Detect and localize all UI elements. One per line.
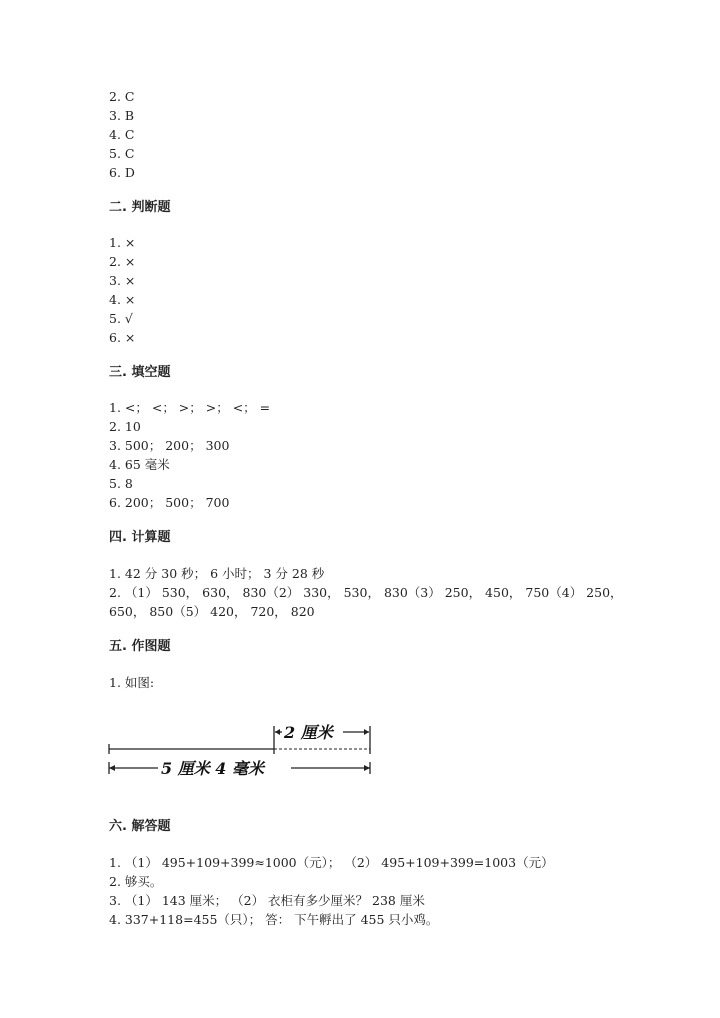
section4-answer-2: 2. （1） 530， 630， 830（2） 330， 530， 830（3） 250， 450， 750（4） 250，	[109, 585, 623, 600]
section6-answer-3: 3. （1） 143 厘米； （2） 衣柜有多少厘米？ 238 厘米	[109, 893, 425, 908]
section2-answer-3: 3. ×	[109, 273, 136, 288]
section3-answer-6: 6. 200； 500； 700	[109, 495, 230, 510]
bottom-dimension-label: 5 厘米 4 毫米	[161, 759, 264, 778]
section6-answer-1: 1. （1） 495+109+399≈1000（元）； （2） 495+109+399=1003（元）	[109, 855, 554, 870]
section3-answer-1: 1. <； <； >； >； <； =	[109, 400, 271, 415]
section2-title: 二. 判断题	[109, 200, 171, 215]
line-segment-drawing	[108, 716, 378, 778]
section3-answer-5: 5. 8	[109, 476, 133, 491]
section3-title: 三. 填空题	[109, 365, 171, 380]
top-dimension-label: 2 厘米	[284, 723, 333, 742]
line-segment-figure	[108, 716, 378, 778]
section2-answer-5: 5. √	[109, 311, 133, 326]
section1-answer-2: 2. C	[109, 89, 135, 104]
section4-answer-2-continued: 650， 850（5） 420， 720， 820	[109, 604, 315, 619]
top-right-arrow-icon	[364, 729, 369, 735]
section4-title: 四. 计算题	[109, 530, 171, 545]
section3-answer-3: 3. 500； 200； 300	[109, 438, 230, 453]
section1-answer-4: 4. C	[109, 127, 135, 142]
bottom-left-arrow-icon	[109, 765, 115, 771]
section4-answer-1: 1. 42 分 30 秒； 6 小时； 3 分 28 秒	[109, 566, 325, 581]
section2-answer-6: 6. ×	[109, 330, 136, 345]
section2-answer-2: 2. ×	[109, 254, 136, 269]
section3-answer-4: 4. 65 毫米	[109, 457, 170, 472]
section6-answer-4: 4. 337+118=455（只）； 答： 下午孵出了 455 只小鸡。	[109, 912, 439, 927]
section1-answer-6: 6. D	[109, 165, 135, 180]
section2-answer-1: 1. ×	[109, 235, 136, 250]
section6-title: 六. 解答题	[109, 819, 171, 834]
section2-answer-4: 4. ×	[109, 292, 136, 307]
section1-answer-3: 3. B	[109, 108, 135, 123]
section5-answer-1: 1. 如图:	[109, 675, 155, 690]
section3-answer-2: 2. 10	[109, 419, 141, 434]
top-left-arrow-icon	[275, 729, 280, 735]
section5-title: 五. 作图题	[109, 639, 171, 654]
section6-answer-2: 2. 够买。	[109, 874, 163, 889]
section1-answer-5: 5. C	[109, 146, 135, 161]
bottom-right-arrow-icon	[364, 765, 370, 771]
